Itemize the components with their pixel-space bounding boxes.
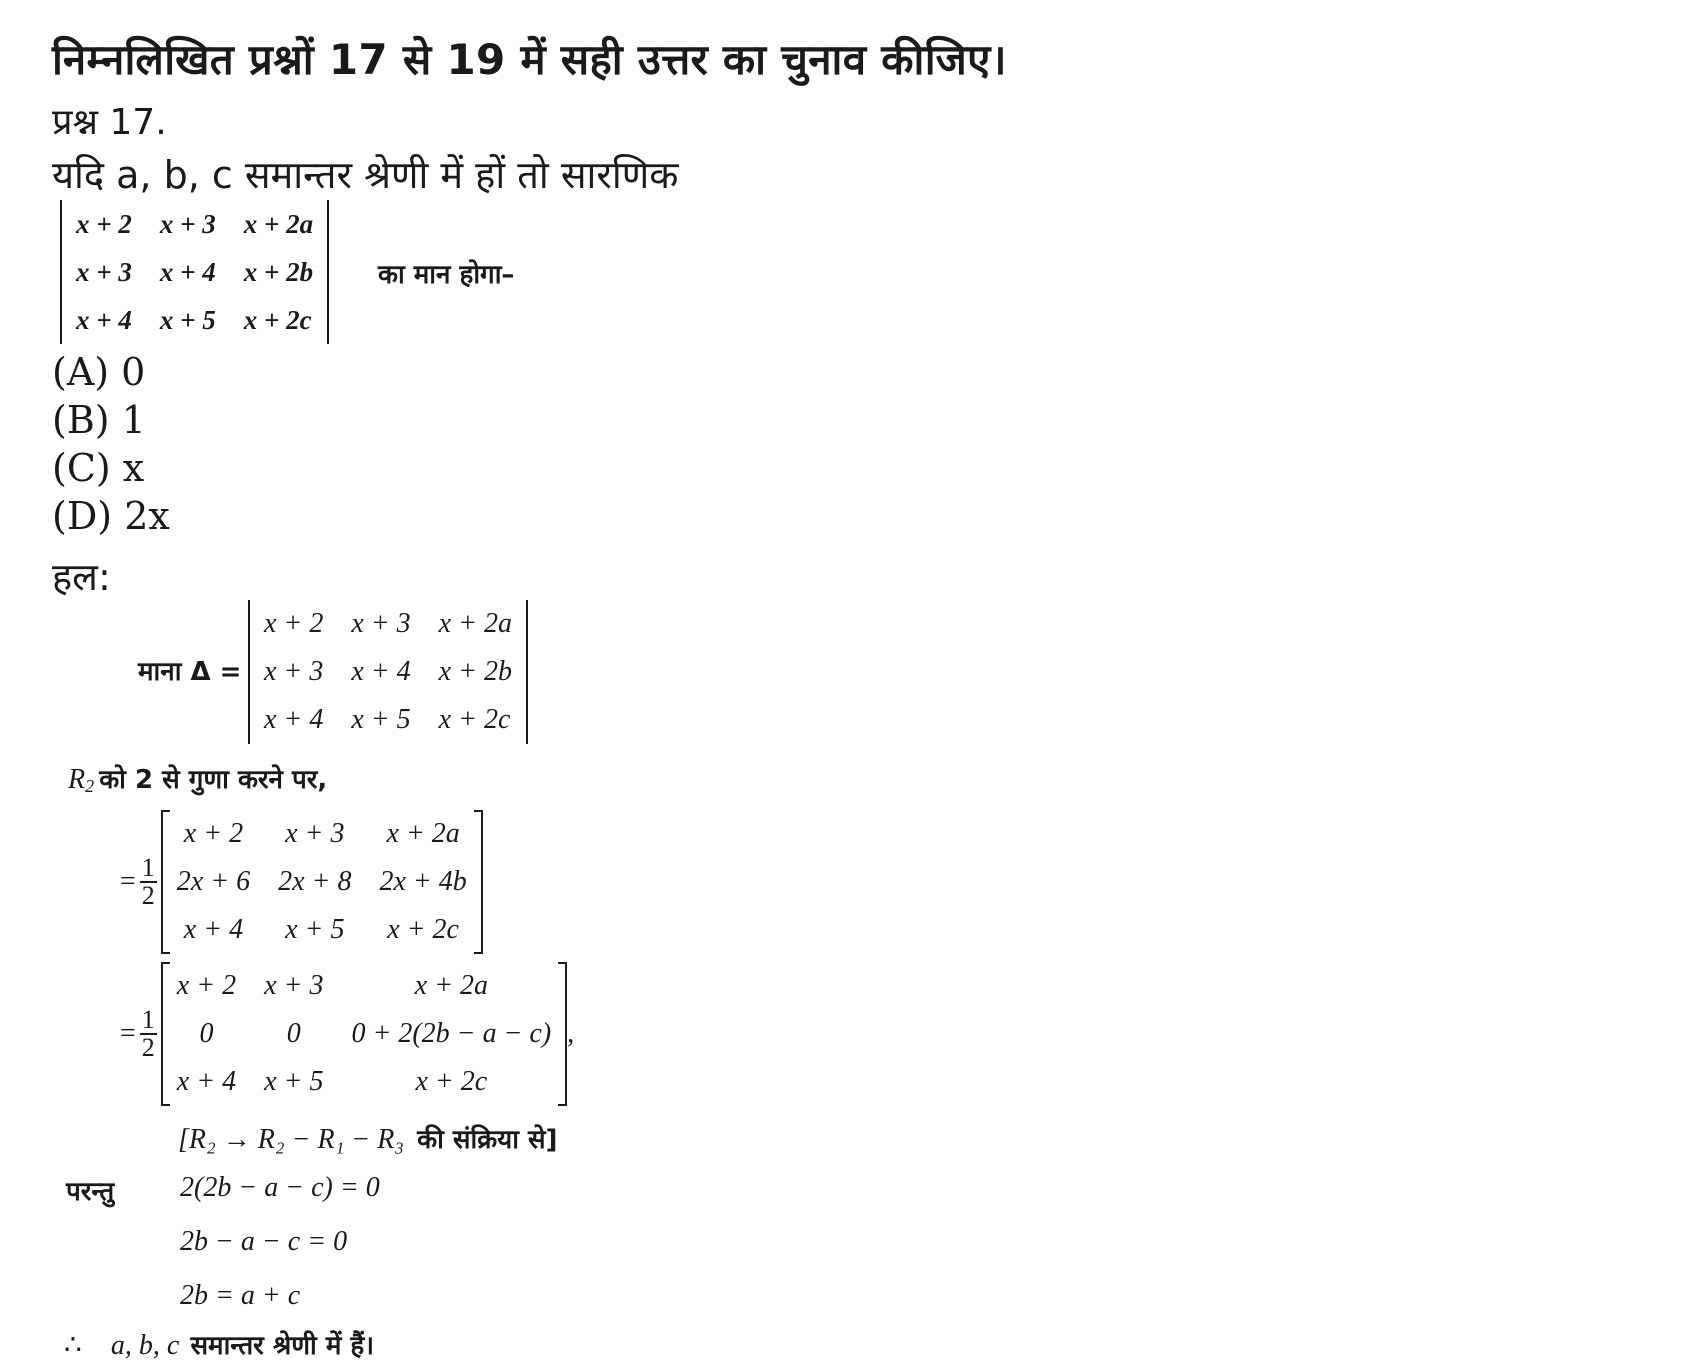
question-determinant (60, 200, 329, 344)
page-heading: निम्नलिखित प्रश्नों 17 से 19 में सही उत्तर का चुनाव कीजिए। (52, 35, 1007, 84)
matrix-cell: x + 2 (176, 970, 237, 1001)
step3-row (120, 810, 483, 954)
step4-matrix (161, 962, 567, 1106)
matrix-cell: x + 4 (76, 304, 132, 335)
equation-line: 2(2b − a − c) = 0 (180, 1172, 380, 1203)
fraction-numerator: 1 (141, 853, 155, 882)
matrix-cell: x + 2b (243, 256, 314, 287)
equation-line: 2b = a + c (180, 1280, 301, 1311)
matrix-cell: x + 2c (387, 914, 459, 945)
row-subscript: 2 (85, 776, 95, 797)
conclusion-math: a, b, c (110, 1330, 180, 1361)
conclusion-text: समान्तर श्रेणी में हैं। (190, 1331, 375, 1361)
matrix-cell: x + 3 (264, 656, 324, 687)
step4-row (120, 962, 574, 1106)
matrix-cell: x + 3 (264, 970, 324, 1001)
matrix-cell: x + 2 (183, 818, 244, 849)
conclusion-line (64, 1326, 374, 1362)
matrix-cell: x + 5 (285, 914, 345, 945)
matrix-cell: x + 2 (76, 208, 132, 239)
fraction-denominator: 2 (141, 881, 155, 910)
equals-sign: = (120, 866, 136, 897)
step1-matrix (248, 600, 528, 744)
matrix-cell: x + 2c (438, 704, 511, 735)
half-fraction (140, 1007, 157, 1061)
operation-math: [R₂ → R₂ − R₁ − R₃ (178, 1124, 405, 1155)
half-fraction (140, 855, 157, 909)
option-a: (A) 0 (52, 350, 146, 394)
question-matrix (60, 200, 329, 344)
matrix-cell: x + 3 (159, 208, 216, 239)
operation-note (178, 1120, 558, 1156)
equation-line: 2b − a − c = 0 (180, 1226, 348, 1257)
matrix-cell: 2x + 8 (278, 866, 352, 897)
step1-prefix: माना Δ = (138, 657, 242, 687)
matrix-cell: x + 2b (438, 656, 512, 687)
matrix-cell: x + 4 (183, 914, 244, 945)
matrix-cell: x + 2c (415, 1066, 488, 1097)
matrix-cell: x + 2a (243, 208, 314, 239)
option-d: (D) 2x (52, 494, 170, 538)
matrix-cell: x + 4 (159, 256, 216, 287)
matrix-cell: 0 (199, 1018, 214, 1049)
matrix-cell: x + 5 (159, 304, 216, 335)
matrix-cell: 2x + 6 (176, 866, 251, 897)
matrix-cell: 0 + 2(2b − a − c) (351, 1018, 552, 1049)
solution-label: हल: (52, 555, 111, 599)
question-text: यदि a, b, c समान्तर श्रेणी में हों तो सारणिक (52, 153, 679, 197)
matrix-cell: x + 5 (351, 704, 411, 735)
step1-determinant (248, 600, 528, 744)
matrix-cell: x + 2c (243, 304, 312, 335)
matrix-cell: x + 4 (176, 1066, 237, 1097)
matrix-cell: x + 5 (264, 1066, 324, 1097)
question-suffix: का मान होगा– (378, 260, 515, 290)
trailing-comma: , (567, 1018, 575, 1049)
matrix-cell: x + 2a (386, 818, 460, 849)
matrix-cell: x + 4 (351, 656, 411, 687)
option-b: (B) 1 (52, 398, 146, 442)
matrix-cell: x + 2a (414, 970, 488, 1001)
fraction-numerator: 1 (141, 1005, 155, 1034)
row-symbol: R (68, 764, 86, 795)
step3-matrix (161, 810, 483, 954)
matrix-cell: x + 2 (264, 608, 324, 639)
step2-text: को 2 से गुणा करने पर, (99, 765, 328, 795)
matrix-cell: x + 3 (351, 608, 411, 639)
option-c: (C) x (52, 446, 145, 490)
matrix-cell: x + 4 (264, 704, 324, 735)
equals-sign: = (120, 1018, 136, 1049)
matrix-cell: 0 (286, 1018, 301, 1049)
but-label: परन्तु (66, 1177, 115, 1207)
matrix-cell: x + 2a (438, 608, 512, 639)
operation-text: की संक्रिया से] (417, 1125, 558, 1155)
matrix-cell: x + 3 (76, 256, 132, 287)
matrix-cell: 2x + 4b (379, 866, 467, 897)
therefore-symbol: ∴ (64, 1330, 82, 1361)
step2-line (68, 760, 327, 797)
matrix-cell: x + 3 (285, 818, 345, 849)
question-number: प्रश्न 17. (52, 102, 167, 143)
fraction-denominator: 2 (141, 1033, 155, 1062)
